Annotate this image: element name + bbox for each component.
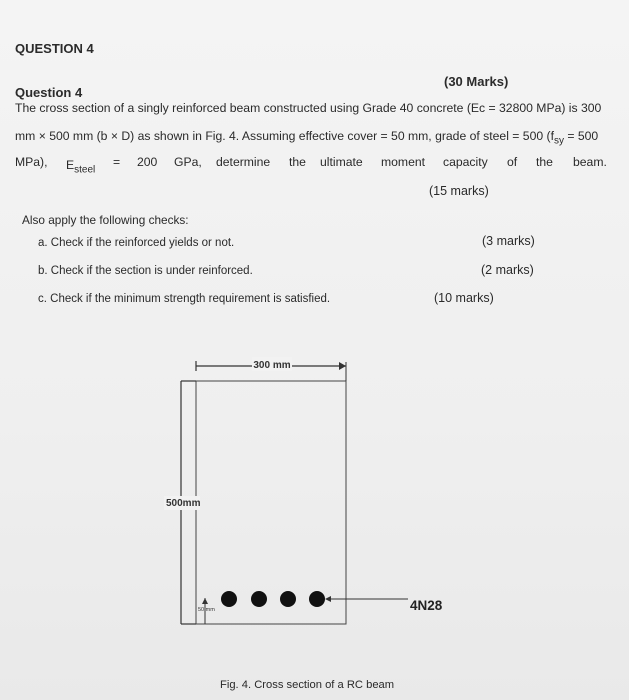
cover-arrow-up bbox=[202, 598, 208, 604]
figure-caption: Fig. 4. Cross section of a RC beam bbox=[220, 679, 395, 691]
check-item-c: c. Check if the minimum strength requirement is satisfied. bbox=[38, 293, 331, 305]
check-item-a: a. Check if the reinforced yields or not. bbox=[38, 237, 235, 249]
q3-w0: MPa), bbox=[15, 155, 48, 169]
main-marks: (15 marks) bbox=[429, 184, 489, 198]
esteel-symbol: E bbox=[66, 158, 75, 172]
check-marks-b: (2 marks) bbox=[481, 263, 534, 277]
depth-label: 500mm bbox=[166, 498, 201, 509]
total-marks: (30 Marks) bbox=[444, 74, 509, 89]
q3-w9: capacity bbox=[443, 155, 488, 169]
question-line-1: The cross section of a singly reinforced beam constructed using Grade 40 concrete (Ec = 32800 MPa) is 300 bbox=[15, 101, 602, 115]
question-line-2-text: mm × 500 mm (b × D) as shown in Fig. 4. Assuming effective cover = 50 mm, grade of steel = 500 (f bbox=[15, 129, 554, 143]
beam-outline bbox=[196, 381, 346, 624]
check-marks-c: (10 marks) bbox=[434, 291, 494, 305]
fsy-subscript: sy bbox=[553, 135, 564, 147]
q3-w12: beam. bbox=[573, 155, 607, 169]
q3-w4: GPa, bbox=[174, 155, 202, 169]
check-item-b: b. Check if the section is under reinforced. bbox=[38, 265, 253, 277]
q3-w8: moment bbox=[381, 155, 426, 169]
q3-w6: the bbox=[289, 155, 306, 169]
rebar-2 bbox=[251, 591, 267, 607]
rebar-1 bbox=[221, 591, 237, 607]
page-title: QUESTION 4 bbox=[15, 41, 94, 56]
q3-w7: ultimate bbox=[320, 155, 363, 169]
bar-label: 4N28 bbox=[410, 598, 443, 613]
question-label: Question 4 bbox=[15, 85, 83, 100]
bar-leader-arrow bbox=[325, 596, 331, 602]
esteel-subscript: steel bbox=[74, 164, 96, 176]
q3-w11: the bbox=[536, 155, 553, 169]
check-marks-a: (3 marks) bbox=[482, 234, 535, 248]
cover-label: 50 mm bbox=[198, 607, 215, 613]
width-label: 300 mm bbox=[253, 360, 291, 371]
width-arrow-right bbox=[339, 362, 346, 370]
question-line-2-end: = 500 bbox=[563, 129, 599, 143]
q3-w2: = bbox=[113, 155, 121, 169]
q3-w5: determine bbox=[216, 155, 271, 169]
q3-w3: 200 bbox=[137, 155, 158, 169]
rebar-4 bbox=[309, 591, 325, 607]
rebar-3 bbox=[280, 591, 296, 607]
q3-w10: of bbox=[507, 155, 518, 169]
checks-intro: Also apply the following checks: bbox=[22, 213, 189, 227]
